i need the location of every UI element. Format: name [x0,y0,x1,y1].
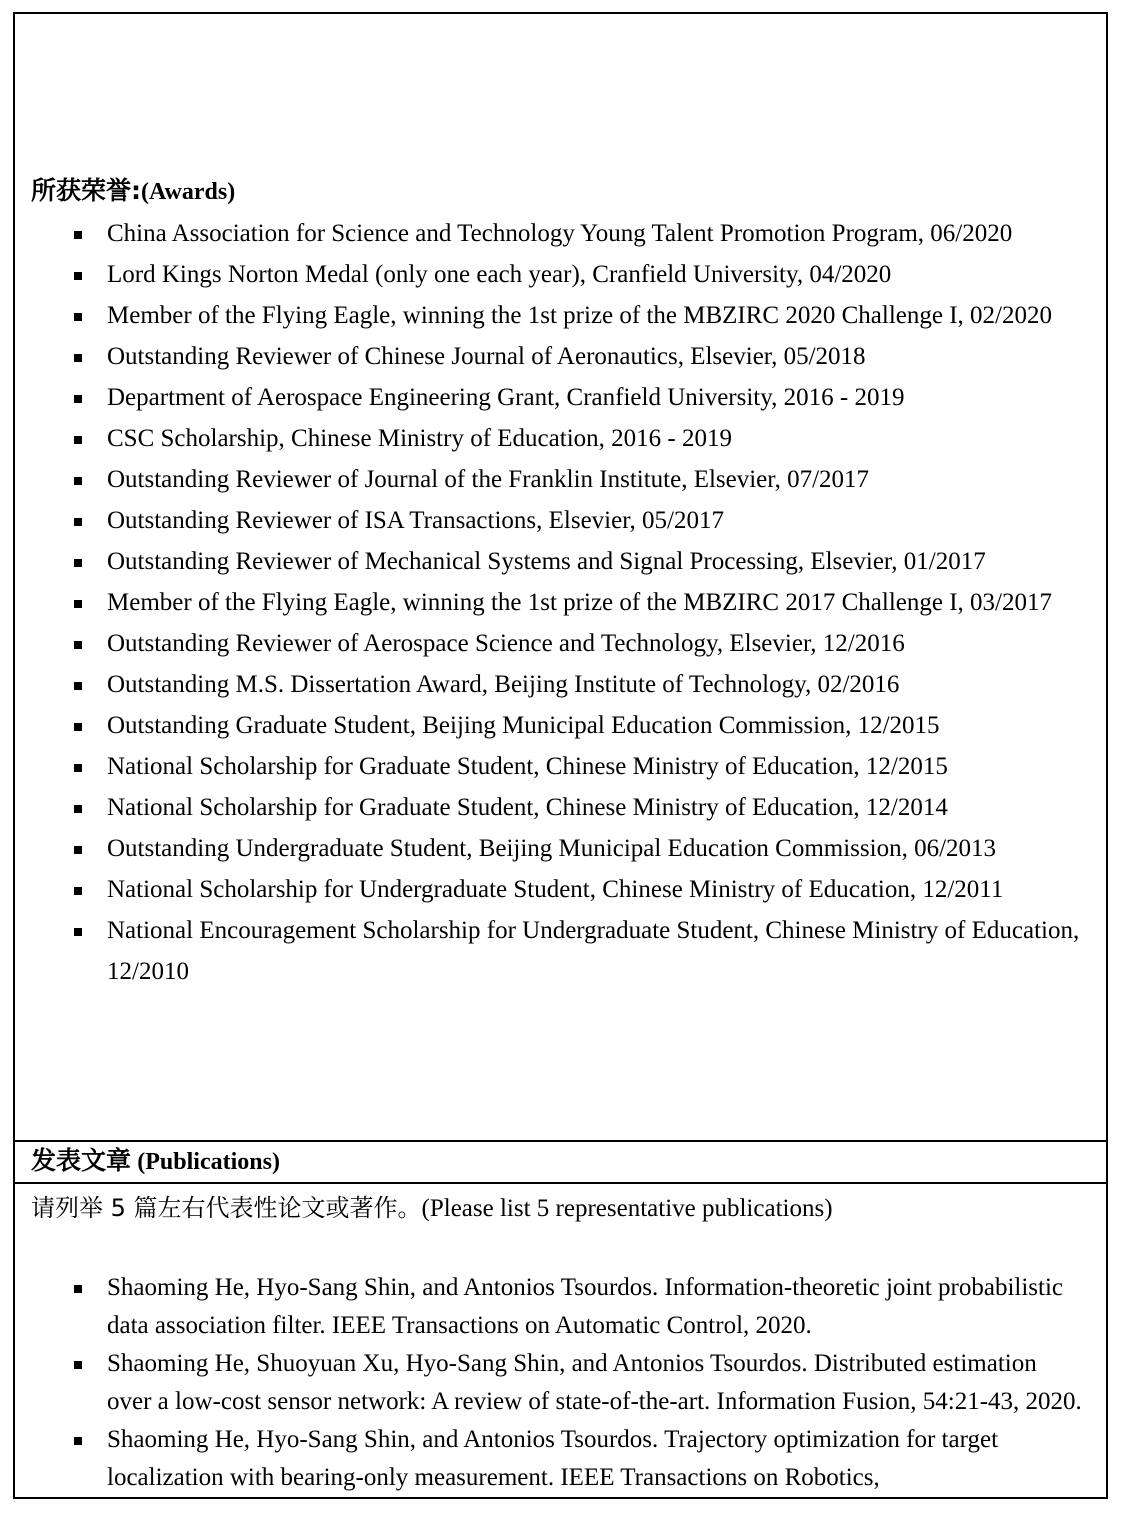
publications-body-row [14,1183,1107,1498]
awards-title-latin: (Awards) [141,179,236,205]
publication-item: Shaoming He, Hyo-Sang Shin, and Antonios Tsourdos. Information-theoretic joint probabilistic data association filter. IEEE Transactions on Automatic Control, 2020. [25,1269,1096,1345]
awards-section-title [31,176,1096,207]
award-item: Outstanding Reviewer of ISA Transactions, Elsevier, 05/2017 [25,500,1096,541]
awards-list [25,213,1096,992]
award-item: Member of the Flying Eagle, winning the 1st prize of the MBZIRC 2017 Challenge I, 03/2017 [25,582,1096,623]
award-item: Department of Aerospace Engineering Grant, Cranfield University, 2016 - 2019 [25,377,1096,418]
publications-body-cell [14,1183,1107,1498]
publications-instruction [31,1190,1096,1227]
award-item: Outstanding Reviewer of Journal of the Franklin Institute, Elsevier, 07/2017 [25,459,1096,500]
award-item: Lord Kings Norton Medal (only one each year), Cranfield University, 04/2020 [25,254,1096,295]
publications-header-row [14,1141,1107,1183]
publication-item: Shaoming He, Hyo-Sang Shin, and Antonios Tsourdos. Trajectory optimization for target localization with bearing-only measurement. IEEE Transactions on Robotics, [25,1421,1096,1497]
award-item: Outstanding Graduate Student, Beijing Municipal Education Commission, 12/2015 [25,705,1096,746]
publications-section-title [31,1145,1096,1178]
publications-spacer [25,1227,1096,1269]
publications-instruction-latin: (Please list 5 representative publications) [421,1195,833,1222]
publications-title-latin: (Publications) [137,1149,280,1175]
award-item: Outstanding Reviewer of Mechanical Systems and Signal Processing, Elsevier, 01/2017 [25,541,1096,582]
award-item: China Association for Science and Technology Young Talent Promotion Program, 06/2020 [25,213,1096,254]
award-item: Outstanding M.S. Dissertation Award, Beijing Institute of Technology, 02/2016 [25,664,1096,705]
publications-list [25,1269,1096,1497]
publications-title-cjk: 发表文章 [31,1146,132,1175]
publication-item: Shaoming He, Shuoyuan Xu, Hyo-Sang Shin, and Antonios Tsourdos. Distributed estimation over a low-cost sensor network: A review of state-of-the-art. Information Fusion, 54:21-43, 2020. [25,1345,1096,1421]
award-item: Member of the Flying Eagle, winning the 1st prize of the MBZIRC 2020 Challenge I, 02/2020 [25,295,1096,336]
publications-header-cell [14,1141,1107,1183]
award-item: CSC Scholarship, Chinese Ministry of Education, 2016 - 2019 [25,418,1096,459]
awards-cell [14,13,1107,1141]
awards-title-cjk: 所获荣誉: [31,176,141,205]
awards-row [14,13,1107,1141]
award-item: Outstanding Undergraduate Student, Beijing Municipal Education Commission, 06/2013 [25,828,1096,869]
cv-table [13,12,1108,1499]
award-item: National Encouragement Scholarship for Undergraduate Student, Chinese Ministry of Education, 12/2010 [25,910,1096,992]
award-item: National Scholarship for Graduate Student, Chinese Ministry of Education, 12/2015 [25,746,1096,787]
award-item: Outstanding Reviewer of Chinese Journal of Aeronautics, Elsevier, 05/2018 [25,336,1096,377]
award-item: Outstanding Reviewer of Aerospace Science and Technology, Elsevier, 12/2016 [25,623,1096,664]
award-item: National Scholarship for Graduate Student, Chinese Ministry of Education, 12/2014 [25,787,1096,828]
award-item: National Scholarship for Undergraduate Student, Chinese Ministry of Education, 12/2011 [25,869,1096,910]
publications-instruction-cjk: 请列举 5 篇左右代表性论文或著作。 [31,1194,422,1222]
